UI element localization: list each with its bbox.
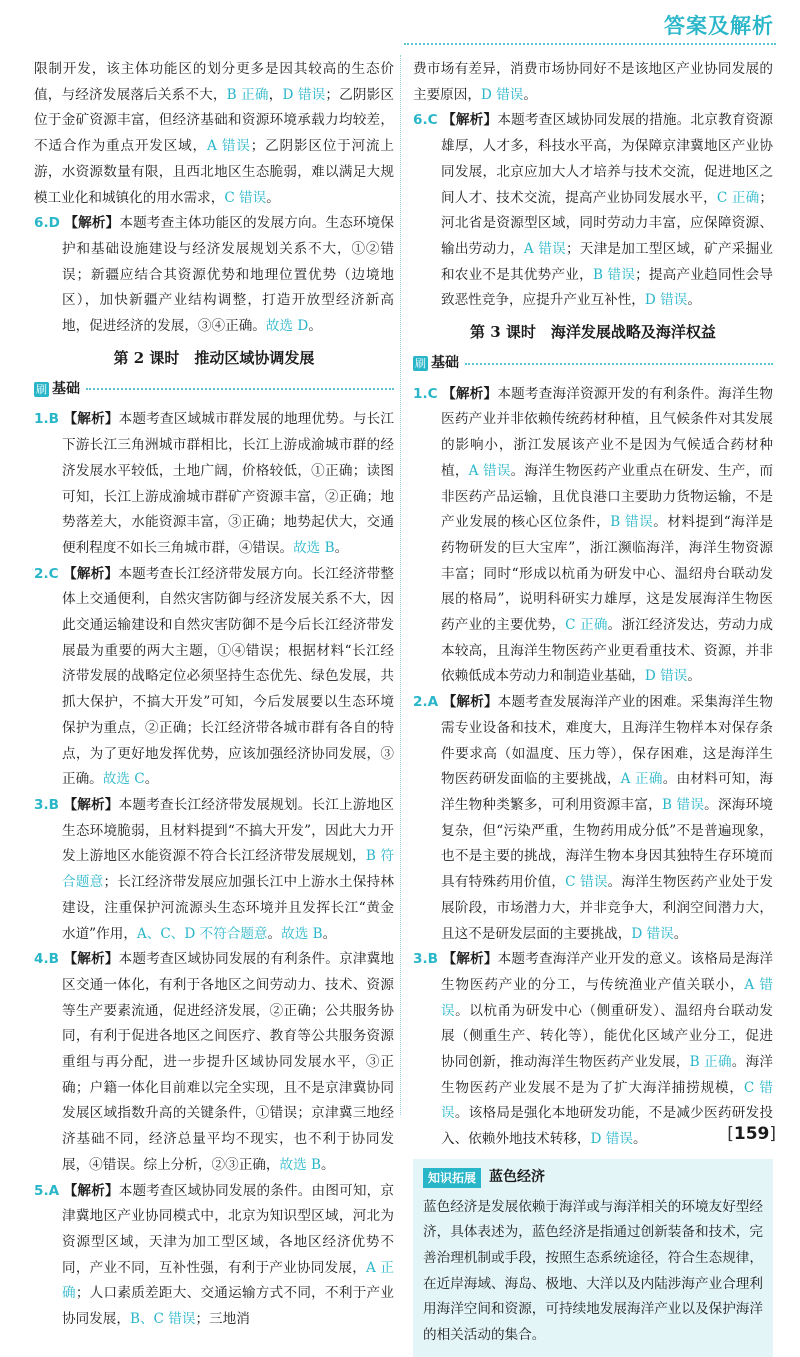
correct-mark: A 正确 <box>620 771 663 788</box>
text-run: 本题考查主体功能区的发展方向。生态环境保护和基础设施建设与经济发展规划关系不大，①②错误；新疆应结合其资源优势和地理位置优势（边境地区），加快新疆产业结构调整，打造开放型经济新高地，促进经济的发展，③④正确。 <box>62 215 395 335</box>
text-run: 。 <box>144 771 159 788</box>
correct-mark: B 正确 <box>689 1054 732 1071</box>
analysis-label: 【解析】 <box>63 411 119 428</box>
analysis-label: 【解析】 <box>64 215 120 232</box>
wrong-mark: A 错误 <box>206 138 251 155</box>
page-number <box>727 1124 776 1144</box>
header-rule <box>404 43 776 45</box>
text-run: 本题考查长江经济带发展方向。长江经济带整体上交通便利，自然灾害防御与经济发展关系不大，因此交通运输建设和自然灾害防御不是今后长江经济带发展最为重要的两大主题，①④错误；根据材料“长江经济带发展的战略定位必须坚持生态优先、绿色发展，共抓大保护，不搞大开发”可知，今后发展要以生态环境保护为重点，②正确；长江经济带各城市群有各自的特点，为了更好地发挥优势，应该加强经济协同发展，③正确。 <box>62 565 395 788</box>
analysis-label: 【解析】 <box>63 565 119 582</box>
item-answer: B <box>48 951 59 968</box>
item-number: 1. <box>413 385 428 402</box>
item-answer: B <box>48 411 59 428</box>
text-run: 。 <box>267 925 282 942</box>
text-run: 本题考查海洋产业开发的意义。该格局是海洋生物医药产业的分工，与传统渔业产值关联小， <box>441 951 774 993</box>
correct-mark: 故选 C <box>102 771 145 788</box>
wrong-mark: C 错误 <box>565 874 608 891</box>
item-number: 4. <box>34 951 49 968</box>
item-body <box>62 566 394 788</box>
answer-item <box>413 690 773 947</box>
wrong-mark: D 错误 <box>644 668 688 685</box>
section-header-basic <box>34 377 394 401</box>
answer-item <box>34 947 394 1178</box>
answer-item <box>34 793 394 947</box>
section-dots <box>86 388 394 390</box>
analysis-label: 【解析】 <box>442 694 498 711</box>
item-body <box>441 386 773 685</box>
text-run: 。浙江经济发达，劳动力成本较高，且海洋生物医药产业更看重技术、资源，并非依赖低成本劳动力和制造业基础， <box>441 617 774 685</box>
left-q6 <box>34 211 394 340</box>
brush-icon: 刷 <box>415 357 426 371</box>
wrong-mark: D 错误 <box>480 86 524 103</box>
lesson-3-title: 第 3 课时 海洋发展战略及海洋权益 <box>470 323 716 342</box>
wrong-mark: A、C、D 不符合题意 <box>136 925 268 942</box>
wrong-mark: D 错误 <box>282 86 326 103</box>
item-body <box>62 797 394 942</box>
item-number: 5. <box>34 1182 49 1199</box>
text-run: 。 <box>523 86 537 103</box>
correct-mark: B 正确 <box>226 86 269 103</box>
item-answer: C <box>48 565 59 582</box>
right-q6 <box>413 108 773 314</box>
page-number-value: 159 <box>733 1124 770 1144</box>
text-run: 本题考查区域协同发展的措施。北京教育资源雄厚，人才多，科技水平高，为保障京津冀地区产业协同发展，北京应加大人才培养与技术交流，促进地区之间人才、技术交流，提高产业协同发展水平， <box>441 112 774 206</box>
right-column <box>413 57 773 1357</box>
right-intro <box>413 57 773 108</box>
left-answer-list <box>34 407 394 1332</box>
item-body <box>62 951 394 1173</box>
text-run: ；乙阴影区位于金矿资源丰富，但经济基础和资源环境承载力均较差，不适合作为重点开发区域， <box>34 86 395 155</box>
text-run: 费市场有差异，消费市场协同好不是该地区产业协同发展的主要原因， <box>413 61 773 103</box>
wrong-mark: A 错误 <box>441 976 774 1019</box>
text-run: 。海洋生物医药产业发展不是为了扩大海洋捕捞规模， <box>441 1054 773 1096</box>
text-run: 本题考查区域城市群发展的地理优势。与长江下游长江三角洲城市群相比，长江上游成渝城市群的经济发展水平较低，土地广阔，价格较低，①正确；读图可知，长江上游成渝城市群矿产资源丰富，②正确；地势落差大，水能资源丰富，③正确；地势起伏大，交通便利程度不如长三角城市群，④错误。 <box>62 411 395 556</box>
text-run: 。 <box>321 1156 335 1173</box>
answer-item <box>413 382 773 690</box>
item-answer: C <box>427 112 438 129</box>
correct-mark: C 正确 <box>716 189 760 206</box>
text-run: 。 <box>673 925 688 942</box>
text-run: 本题考查发展海洋产业的困难。采集海洋生物需专业设备和技术，难度大，且海洋生物样本对保存条件要求高（如温度、压力等），保存困难，这是海洋生物医药研发面临的主要挑战， <box>441 694 774 788</box>
item-body <box>441 951 773 1147</box>
answer-item <box>413 947 773 1153</box>
text-run: 本题考查海洋资源开发的有利条件。海洋生物医药产业并非依赖传统药材种植，且气候条件对其发展的影响小，浙江发展该产业不是因为气候适合药材种植， <box>441 385 774 479</box>
knowledge-body: 蓝色经济是发展依赖于海洋或与海洋相关的环境友好型经济，具体表述为，蓝色经济是指通过创新装备和技术，完善治理机制或手段，按照生态系统途径，符合生态规律，在近岸海域、海岛、极地、大洋以及内陆涉海产业合理利用海洋空间和资源，可持续地发展海洋产业以及保护海洋的相关活动的集合。 <box>423 1198 763 1344</box>
wrong-mark: A 错误 <box>523 240 566 257</box>
knowledge-title: 蓝色经济 <box>489 1168 546 1185</box>
knowledge-box <box>413 1159 773 1357</box>
section-label: 基础 <box>52 380 80 397</box>
text-run: 。 <box>632 1131 647 1148</box>
item-body <box>62 215 394 334</box>
analysis-label: 【解析】 <box>63 796 119 813</box>
correct-mark: 故选 D <box>265 318 309 335</box>
wrong-mark: B、C 错误 <box>129 1311 196 1328</box>
item-answer: D <box>48 215 60 232</box>
correct-mark: C 正确 <box>565 617 608 634</box>
item-number: 2. <box>413 694 428 711</box>
item-number: 3. <box>413 951 428 968</box>
text-run: 。深海环境复杂，但“污染严重，生物药用成分低”不是普遍现象，也不是主要的挑战，海洋生物本身因其独特生存环境而具有特殊药用价值， <box>441 796 773 891</box>
left-intro <box>34 57 394 211</box>
item-answer: A <box>427 694 439 711</box>
page-bracket-right: ] <box>769 1124 776 1144</box>
analysis-label: 【解析】 <box>442 112 498 129</box>
correct-mark: 故选 B <box>279 1156 321 1173</box>
text-run: ， <box>268 86 283 103</box>
answer-item <box>34 407 394 561</box>
text-run: ；天津是加工型区域，矿产采掘业和农业不是其优势产业， <box>441 240 774 283</box>
item-answer: B <box>48 796 59 813</box>
text-run: ；乙阴影区位于河流上游，水资源数量有限，且西北地区生态脆弱，难以满足大规模工业化和城镇化的用水需求， <box>34 138 395 206</box>
brush-icon: 刷 <box>36 382 47 396</box>
item-body <box>62 1183 394 1328</box>
text-run: 限制开发，该主体功能区的划分更多是因其较高的生态价值，与经济发展落后关系不大， <box>34 61 394 103</box>
wrong-mark: B 错误 <box>610 514 654 531</box>
item-answer: B <box>427 951 438 968</box>
text-run: 。 <box>308 318 322 335</box>
item-body <box>441 694 773 941</box>
analysis-label: 【解析】 <box>63 1182 119 1199</box>
wrong-mark: D 错误 <box>631 925 674 942</box>
text-run: 。海洋生物医药产业重点在研发、生产，而非医药产品运输，且优良港口主要助力货物运输，不是产业发展的核心区位条件， <box>441 462 774 531</box>
text-run: ；长江经济带发展应加强长江中上游水土保持林建设，注重保护河流源头生态环境并且发挥长江“黄金水道”作用， <box>62 874 394 942</box>
text-run: 。 <box>334 539 349 556</box>
wrong-mark: C 错误 <box>224 189 267 206</box>
text-run: 本题考查长江经济带发展规划。长江上游地区生态环境脆弱，且材料提到“不搞大开发”，因此大力开发上游地区水能资源不符合长江经济带发展规划， <box>62 796 395 865</box>
wrong-mark: B 错误 <box>592 266 636 283</box>
item-answer: A <box>48 1182 60 1199</box>
answer-item <box>34 1179 394 1333</box>
wrong-mark: D 错误 <box>590 1131 633 1148</box>
analysis-label: 【解析】 <box>442 951 498 968</box>
section-dots <box>465 363 773 365</box>
wrong-mark: B 错误 <box>662 796 705 813</box>
correct-mark: A 正确 <box>62 1259 395 1302</box>
correct-mark: B 符合题意 <box>62 848 394 891</box>
item-number: 1. <box>34 411 49 428</box>
right-answer-list <box>413 382 773 1153</box>
page-bracket-left: [ <box>727 1124 734 1144</box>
correct-mark: 故选 B <box>281 925 323 942</box>
text-run: 。由材料可知，海洋生物种类繁多，可利用资源丰富， <box>441 771 774 813</box>
answer-item <box>34 562 394 793</box>
analysis-label: 【解析】 <box>63 951 119 968</box>
text-run: 。海洋生物医药产业处于发展阶段，市场潜力大，并非竞争大，利润空间潜力大，且这不是研发层面的主要挑战， <box>441 874 774 942</box>
wrong-mark: A 错误 <box>468 462 511 479</box>
header-title: 答案及解析 <box>664 14 774 38</box>
left-column <box>34 57 394 1333</box>
text-run: 。 <box>322 925 337 942</box>
item-body <box>441 112 773 308</box>
item-body <box>62 411 394 556</box>
text-run: 。材料提到“海洋是药物研发的巨大宝库”，浙江濒临海洋，海洋生物资源丰富；同时“形成以杭甬为研发中心、温绍舟台联动发展的格局”，说明科研实力雄厚，这是发展海洋生物医药产业的主要优势， <box>441 514 774 634</box>
text-run: 。 <box>687 292 701 309</box>
item-answer: C <box>427 385 438 402</box>
text-run: ；人口素质差距大、交通运输方式不同，不利于产业协同发展， <box>62 1285 394 1328</box>
text-run: 本题考查区域协同发展的条件。由图可知，京津冀地区产业协同模式中，北京为知识型区域，河北为资源型区域，天津为加工型区域，各地区经济优势不同，产业不同，互补性强，有利于产业协同发展， <box>62 1182 395 1276</box>
wrong-mark: C 错误 <box>441 1079 773 1122</box>
item-number: 3. <box>34 796 49 813</box>
text-run: ；提高产业趋同性会导致恶性竞争，应提升产业互补性， <box>441 266 773 309</box>
item-number: 6. <box>413 112 428 129</box>
lesson-2-title: 第 2 课时 推动区域协调发展 <box>113 348 315 367</box>
text-run: 。 <box>266 189 280 206</box>
text-run: 。以杭甬为研发中心（侧重研发）、温绍舟台联动发展（侧重生产、转化等），能优化区域产业分工，促进协同创新，推动海洋生物医药产业发展， <box>441 1002 773 1071</box>
text-run: 。 <box>687 668 701 685</box>
column-divider <box>400 55 401 1115</box>
item-number: 2. <box>34 565 49 582</box>
analysis-label: 【解析】 <box>442 385 498 402</box>
text-run: ；三地消 <box>195 1311 250 1328</box>
text-run: 。该格局是强化本地研发功能，不是减少医药研发投入、依赖外地技术转移， <box>441 1105 773 1148</box>
text-run: 本题考查区域协同发展的有利条件。京津冀地区交通一体化，有利于各地区之间劳动力、技术、资源等生产要素流通，促进经济发展，②正确；公共服务协同，有利于促进各地区之间医疗、教育等公共服务资源重组与再分配，进一步提升区域协同发展水平，③正确；户籍一体化目前难以完全实现，且不是京津冀协同发展区域指数升高的关键条件，①错误；京津冀三地经济基础不同，经济总量平均不现实，也不利于协同发展，④错误。综上分析，②③正确， <box>62 951 395 1173</box>
section-label: 基础 <box>431 354 459 371</box>
wrong-mark: D 错误 <box>644 292 688 309</box>
correct-mark: 故选 B <box>293 539 335 556</box>
item-number: 6. <box>34 215 49 232</box>
text-run: ；河北省是资源型区域，同时劳动力丰富，应保障资源、输出劳动力， <box>441 189 773 257</box>
section-header-basic <box>413 352 773 376</box>
knowledge-tag: 知识拓展 <box>423 1168 481 1188</box>
